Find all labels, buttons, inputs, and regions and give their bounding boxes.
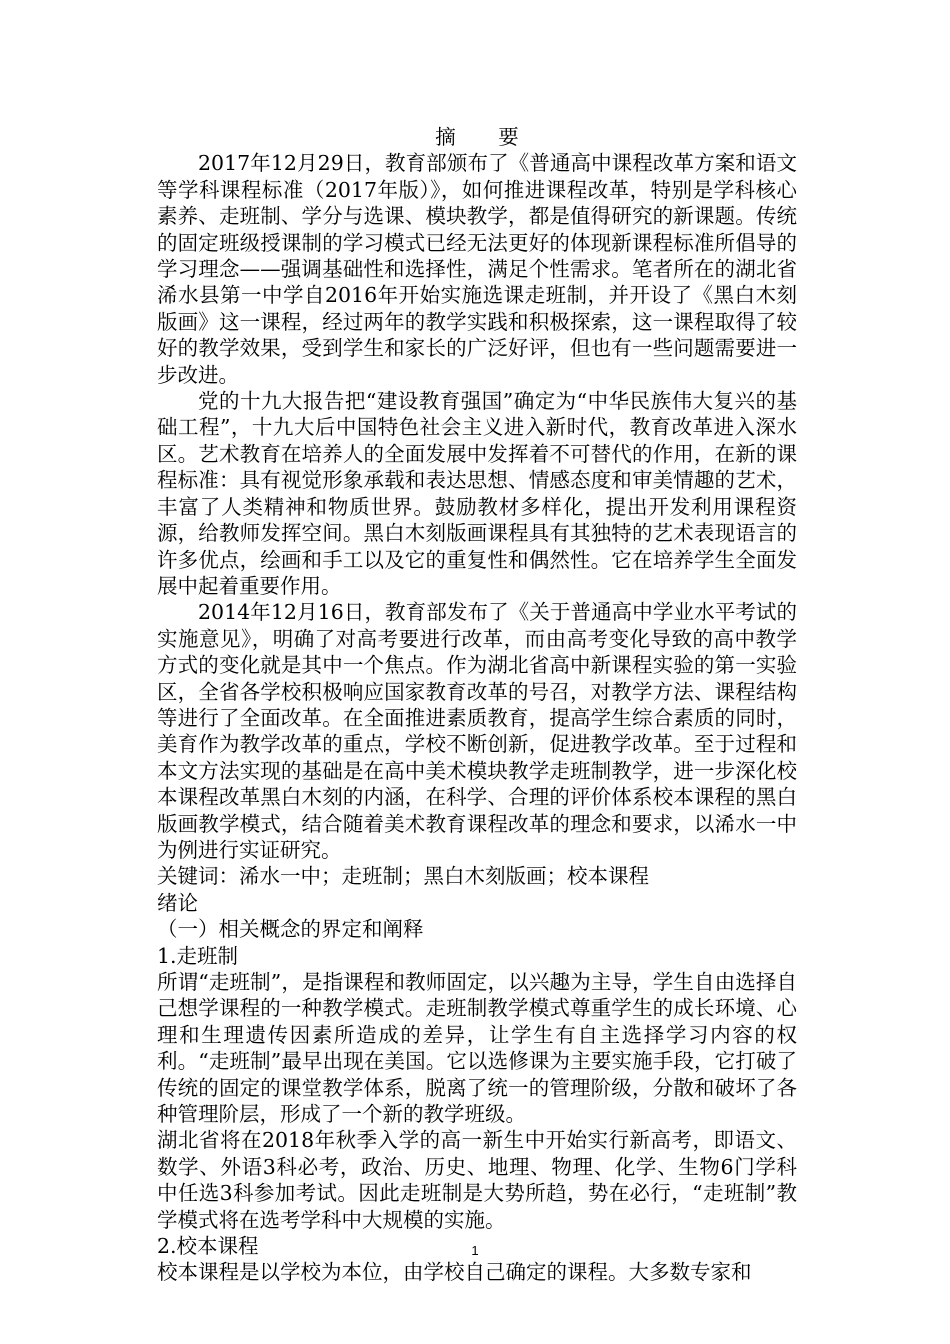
section-heading: （一）相关概念的界定和阐释 bbox=[157, 917, 424, 942]
abstract-paragraph-2: 党的十九大报告把“建设教育强国”确定为“中华民族伟大复兴的基础工程”，十九大后中国特色社会主义进入新时代，教育改革进入深水区。艺术教育在培养人的全面发展中发挥着不可替代的作用，在新的课程标准：具有视觉形象承载和表达思想、情感态度和审美情趣的艺术，丰富了人类精神和物质世界。鼓励教材多样化，提出开发利用课程资源，给教师发挥空间。黑白木刻版画课程具有其独特的艺术表现语言的许多优点，绘画和手工以及它的重复性和偶然性。它在培养学生全面发展中起着重要作用。 bbox=[157, 389, 797, 598]
page-number: 1 bbox=[471, 1243, 479, 1258]
abstract-paragraph-3: 2014年12月16日，教育部发布了《关于普通高中学业水平考试的实施意见》，明确了对高考要进行改革，而由高考变化导致的高中教学方式的变化就是其中一个焦点。作为湖北省高中新课程实验的第一实验区，全省各学校积极响应国家教育改革的号召，对教学方法、课程结构等进行了全面改革。在全面推进素质教育，提高学生综合素质的同时，美育作为教学改革的重点，学校不断创新，促进教学改革。至于过程和本文方法实现的基础是在高中美术模块教学走班制教学，进一步深化校本课程改革黑白木刻的内涵，在科学、合理的评价体系校本课程的黑白版画教学模式，结合随着美术教育课程改革的理念和要求，以浠水一中为例进行实证研究。 bbox=[157, 600, 797, 862]
document-body bbox=[157, 124, 797, 1286]
keywords-line: 关键词：浠水一中；走班制；黑白木刻版画；校本课程 bbox=[157, 864, 649, 889]
document-title: 摘 要 bbox=[435, 125, 537, 149]
subsection-1-paragraph-1: 所谓“走班制”，是指课程和教师固定，以兴趣为主导，学生自由选择自己想学课程的一种教学模式。走班制教学模式尊重学生的成长环境、心理和生理遗传因素所造成的差异，让学生有自主选择学习内容的权利。“走班制”最早出现在美国。它以选修课为主要实施手段，它打破了传统的固定的课堂教学体系，脱离了统一的管理阶级，分散和破坏了各种管理阶层，形成了一个新的教学班级。 bbox=[157, 970, 797, 1127]
abstract-paragraph-1: 2017年12月29日，教育部颁布了《普通高中课程改革方案和语文等学科课程标准（2017年版）》，如何推进课程改革，特别是学科核心素养、走班制、学分与选课、模块教学，都是值得研究的新课题。传统的固定班级授课制的学习模式已经无法更好的体现新课程标准所倡导的学习理念——强调基础性和选择性，满足个性需求。笔者所在的湖北省浠水县第一中学自2016年开始实施选课走班制，并开设了《黑白木刻版画》这一课程，经过两年的教学实践和积极探索，这一课程取得了较好的教学效果，受到学生和家长的广泛好评，但也有一些问题需要进一步改进。 bbox=[157, 151, 797, 387]
subsection-heading-1: 1.走班制 bbox=[157, 943, 239, 968]
subsection-heading-2: 2.校本课程 bbox=[157, 1234, 259, 1259]
subsection-2-paragraph-1: 校本课程是以学校为本位，由学校自己确定的课程。大多数专家和 bbox=[157, 1260, 752, 1285]
intro-heading: 绪论 bbox=[157, 890, 198, 915]
subsection-1-paragraph-2: 湖北省将在2018年秋季入学的高一新生中开始实行新高考，即语文、数学、外语3科必考，政治、历史、地理、物理、化学、生物6门学科中任选3科参加考试。因此走班制是大势所趋，势在必行，“走班制”教学模式将在选考学科中大规模的实施。 bbox=[157, 1128, 797, 1232]
